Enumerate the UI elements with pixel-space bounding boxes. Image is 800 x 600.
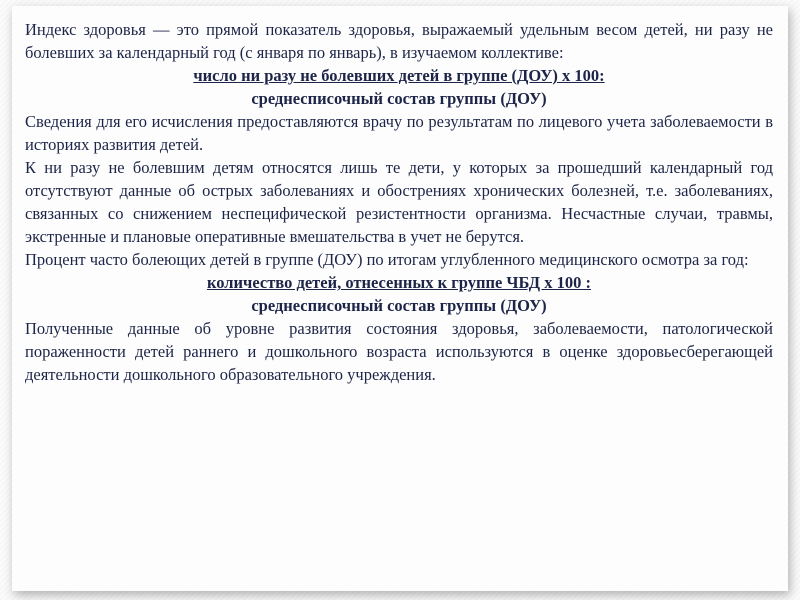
formula1-numerator: число ни разу не болевших детей в группе (ДОУ) х 100: — [193, 66, 605, 85]
paragraph-conclusion: Полученные данные об уровне развития состояния здоровья, заболеваемости, патологической пораженности детей раннего и дошкольного возраста используются в оценке здоровьесберегающей деятельности дошкольного образовательного учреждения. — [25, 319, 773, 384]
formula2-numerator: количество детей, отнесенных к группе ЧБД х 100 : — [206, 273, 592, 292]
slide-content — [25, 18, 773, 386]
formula2-denominator: среднесписочный состав группы (ДОУ) — [251, 296, 547, 315]
paragraph-health-index: Индекс здоровья — это прямой показатель здоровья, выражаемый удельным весом детей, ни разу не болевших за календарный год (с января по январь), в изучаемом коллективе: — [25, 20, 773, 62]
paragraph-frequently-ill: Процент часто болеющих детей в группе (ДОУ) по итогам углубленного медицинского осмотра за год: — [25, 250, 749, 269]
paragraph-never-ill-definition: К ни разу не болевшим детям относятся лишь те дети, у которых за прошедший календарный год отсутствуют данные об острых заболеваниях и обострениях хронических болезней, т.е. заболеваниях, связанных со снижением неспецифической резистентности организма. Несчастные случаи, травмы, экстренные и плановые оперативные вмешательства в учет не берутся. — [25, 158, 773, 246]
formula1-denominator: среднесписочный состав группы (ДОУ) — [251, 89, 547, 108]
paragraph-data-source: Сведения для его исчисления предоставляются врачу по результатам по лицевого учета заболеваемости в историях развития детей. — [25, 112, 773, 154]
